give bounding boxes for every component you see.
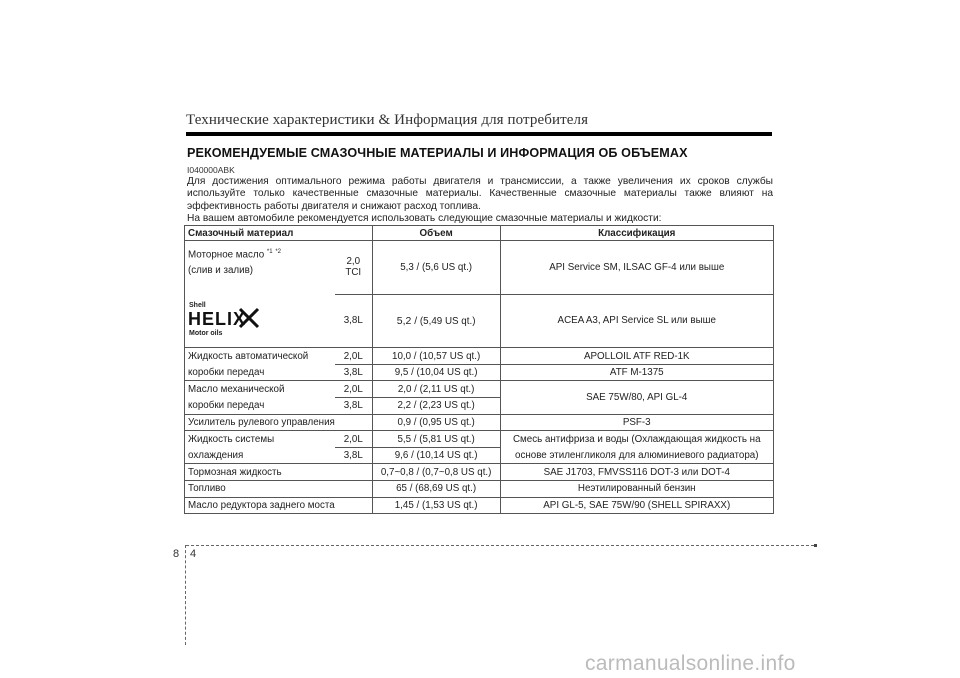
atf-label-2: коробки передач [185, 364, 335, 381]
table-row [185, 364, 774, 381]
logo-motor-oils-text: Motor oils [189, 330, 223, 338]
atf-volume-a: 10,0 / (10,57 US qt.) [372, 348, 500, 365]
footer-marker [814, 544, 817, 547]
footer-dashed-rule [186, 545, 814, 546]
shell-helix-logo-icon [188, 299, 260, 337]
engine-oil-engine-a: 2,0 TCI [334, 241, 372, 295]
footnote-1: *1 [266, 249, 273, 255]
mtf-class: SAE 75W/80, API GL-4 [500, 381, 774, 414]
watermark: carmanualsonline.info [585, 652, 796, 675]
engine-oil-sublabel: (слив и залив) [188, 265, 254, 277]
header-volume: Объем [372, 226, 500, 241]
brake-volume: 0,7~0,8 / (0,7~0,8 US qt.) [372, 464, 500, 481]
coolant-class-2: основе этиленгликоля для алюминиевого радиатора) [500, 447, 774, 464]
header-material: Смазочный материал [185, 226, 373, 241]
page-header-title: Технические характеристики & Информация для потребителя [186, 112, 589, 128]
rear-diff-volume: 1,45 / (1,53 US qt.) [372, 497, 500, 514]
engine-oil-volume-b [372, 294, 500, 348]
atf-engine-b: 3,8L [334, 364, 372, 381]
mtf-engine-a: 2,0L [334, 381, 372, 398]
engine-oil-engine-b: 3,8L [334, 294, 372, 348]
rear-diff-class: API GL-5, SAE 75W/90 (SHELL SPIRAXX) [500, 497, 774, 514]
logo-helix-text: HELIX [188, 309, 247, 330]
coolant-engine-b: 3,8L [334, 447, 372, 464]
table-row [185, 431, 774, 448]
psf-label: Усилитель рулевого управления [185, 414, 373, 431]
mtf-volume-a: 2,0 / (2,11 US qt.) [372, 381, 500, 398]
fuel-class: Неэтилированный бензин [500, 481, 774, 498]
shell-helix-logo [188, 299, 331, 343]
table-row [185, 414, 774, 431]
table-row [185, 447, 774, 464]
mtf-label-1: Масло механической [185, 381, 335, 398]
engine-oil-label: Моторное масло [188, 249, 265, 261]
table-row [185, 464, 774, 481]
header-classification: Классификация [500, 226, 774, 241]
engine-oil-label-cell [185, 241, 335, 348]
table-row [185, 481, 774, 498]
brake-label: Тормозная жидкость [185, 464, 373, 481]
mtf-engine-b: 3,8L [334, 398, 372, 415]
atf-class-b: ATF M-1375 [500, 364, 774, 381]
coolant-volume-a: 5,5 / (5,81 US qt.) [372, 431, 500, 448]
coolant-engine-a: 2,0L [334, 431, 372, 448]
page-number: 4 [190, 548, 197, 560]
intro-paragraph-2: На вашем автомобиле рекомендуется использовать следующие смазочные материалы и жидкости: [187, 212, 662, 224]
coolant-label-2: охлаждения [185, 447, 335, 464]
lubricants-table [184, 225, 774, 514]
table-row [185, 497, 774, 514]
header-rule [186, 132, 772, 136]
fuel-volume: 65 / (68,69 US qt.) [372, 481, 500, 498]
brake-class: SAE J1703, FMVSS116 DOT-3 или DOT-4 [500, 464, 774, 481]
atf-label-1: Жидкость автоматической [185, 348, 335, 365]
table-row [185, 381, 774, 398]
table-row [185, 241, 774, 295]
section-code: I040000ABK [187, 165, 235, 175]
table-header-row [185, 226, 774, 241]
intro-paragraph-1: Для достижения оптимального режима работы двигателя и трансмиссии, а также увеличения их сроков службы используйте только качественные смазочные материалы. Качественные смазочные материалы также влияют на эффективность работы двигателя и снижают расход топлива. [187, 176, 773, 212]
engine-oil-volume-a: 5,3 / (5,6 US qt.) [372, 241, 500, 295]
engine-oil-volume-b-main: 5,2 / [396, 314, 418, 327]
coolant-label-1: Жидкость системы [185, 431, 335, 448]
footnote-2: *2 [275, 249, 281, 255]
section-title: РЕКОМЕНДУЕМЫЕ СМАЗОЧНЫЕ МАТЕРИАЛЫ И ИНФОРМАЦИЯ ОБ ОБЪЕМАХ [187, 146, 688, 160]
psf-volume: 0,9 / (0,95 US qt.) [372, 414, 500, 431]
table-row [185, 348, 774, 365]
logo-shell-text: Shell [189, 302, 206, 310]
mtf-volume-b: 2,2 / (2,23 US qt.) [372, 398, 500, 415]
footer-dashed-vertical [185, 545, 186, 645]
page-section-number: 8 [173, 548, 180, 560]
fuel-label: Топливо [185, 481, 373, 498]
rear-diff-label: Масло редуктора заднего моста [185, 497, 373, 514]
coolant-class-1: Смесь антифриза и воды (Охлаждающая жидкость на [500, 431, 774, 448]
atf-volume-b: 9,5 / (10,04 US qt.) [372, 364, 500, 381]
coolant-volume-b: 9,6 / (10,14 US qt.) [372, 447, 500, 464]
engine-oil-class-a: API Service SM, ILSAC GF-4 или выше [500, 241, 774, 295]
psf-class: PSF-3 [500, 414, 774, 431]
engine-oil-volume-b-rest: (5,49 US qt.) [417, 315, 476, 327]
intro-text [187, 176, 773, 225]
atf-class-a: APOLLOIL ATF RED-1K [500, 348, 774, 365]
mtf-label-2: коробки передач [185, 398, 335, 415]
engine-oil-class-b: ACEA A3, API Service SL или выше [500, 294, 774, 348]
atf-engine-a: 2,0L [334, 348, 372, 365]
